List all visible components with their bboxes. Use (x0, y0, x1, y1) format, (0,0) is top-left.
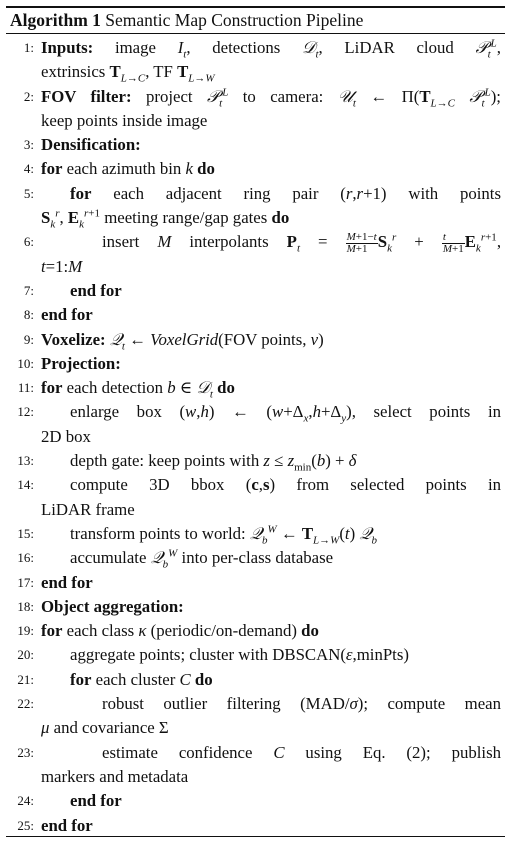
line-text: LiDAR frame (41, 499, 135, 519)
line-number: 19: (17, 623, 34, 639)
line-number: 15: (17, 525, 34, 541)
algorithm-line-22-cont (6, 716, 505, 740)
line-text: 2D box (41, 426, 91, 446)
line-number: 17: (17, 574, 34, 590)
algorithm-line-20 (6, 643, 505, 667)
line-number: 2: (23, 88, 34, 104)
line-text: end for (70, 791, 122, 811)
algorithm-line-3 (6, 133, 505, 157)
line-text: for each class κ (periodic/on-demand) do (41, 621, 319, 641)
line-number: 13: (17, 453, 34, 469)
line-number: 4: (23, 161, 34, 177)
line-text: μ and covariance Σ (41, 718, 169, 738)
algorithm-line-18 (6, 595, 505, 619)
algorithm-line-6-cont (6, 255, 505, 279)
algorithm-line-2 (6, 85, 505, 109)
bottom-rule (6, 836, 505, 837)
line-number: 22: (17, 696, 34, 712)
top-rule (6, 6, 505, 8)
line-number: 21: (17, 671, 34, 687)
algorithm-line-11 (6, 376, 505, 400)
algorithm-caption (10, 9, 363, 31)
algorithm-line-12-cont (6, 425, 505, 449)
line-text: Voxelize: 𝒬$_t$ ← VoxelGrid(FOV points, v) (41, 329, 324, 352)
line-text: for each adjacent ring pair (r,r+1) with points (70, 183, 501, 203)
line-number: 6: (23, 234, 34, 250)
line-text: for each detection b ∈ 𝒟$_t$ do (41, 378, 235, 401)
algorithm-line-22 (6, 692, 505, 716)
algorithm-line-5 (6, 182, 505, 206)
algorithm-line-14-cont (6, 498, 505, 522)
algorithm-line-1 (6, 36, 505, 60)
algorithm-line-2-cont (6, 109, 505, 133)
line-text: extrinsics $T_{L\to C}$, TF $T_{L\to W}$ (41, 62, 215, 85)
line-text: end for (70, 280, 122, 300)
line-text: for each cluster C do (70, 669, 213, 689)
line-text: Densification: (41, 135, 141, 155)
line-number: 5: (23, 185, 34, 201)
algorithm-line-21 (6, 668, 505, 692)
line-text: insert M interpolants $P_t$ = $\frac{M+1-t}{M+1}$ $S_k^r$ + $\frac{t}{M+1}$ $E_k^{r+1}$, (102, 231, 502, 256)
algorithm-line-8 (6, 303, 505, 327)
algorithm-line-17 (6, 571, 505, 595)
line-number: 10: (17, 355, 34, 371)
algorithm-line-6 (6, 230, 505, 254)
algorithm-line-10 (6, 352, 505, 376)
line-text: markers and metadata (41, 766, 189, 786)
line-number: 8: (23, 307, 34, 323)
caption-rule (6, 33, 505, 34)
algorithm-line-19 (6, 619, 505, 643)
line-text: $S_k^r$, $E_k^{r+1}$ meeting range/gap gates do (41, 207, 290, 231)
algorithm-label: Algorithm 1 (10, 10, 101, 30)
line-text: end for (41, 815, 93, 835)
line-number: 12: (17, 404, 34, 420)
line-number: 7: (23, 282, 34, 298)
line-text: keep points inside image (41, 110, 208, 130)
algorithm-line-24 (6, 789, 505, 813)
line-text: Object aggregation: (41, 596, 184, 616)
line-text: end for (41, 572, 93, 592)
algorithm-line-23-cont (6, 765, 505, 789)
algorithm-line-9 (6, 328, 505, 352)
line-number: 1: (23, 40, 34, 55)
line-text: estimate confidence C using Eq. (2); publish (102, 742, 501, 762)
algorithm-line-16 (6, 546, 505, 570)
line-text: compute 3D bbox (c,s) from selected points in (70, 475, 502, 495)
line-text: accumulate 𝒬$_b^W$ into per-class database (70, 547, 334, 571)
line-number: 16: (17, 550, 34, 566)
algorithm-line-14 (6, 473, 505, 497)
line-number: 23: (17, 744, 34, 760)
line-text: robust outlier filtering (MAD/σ); compute mean (102, 694, 502, 714)
algorithm-line-13 (6, 449, 505, 473)
line-number: 24: (17, 793, 34, 809)
algorithm-line-23 (6, 741, 505, 765)
algorithm-line-25 (6, 814, 505, 838)
line-text: aggregate points; cluster with DBSCAN(ε,minPts) (70, 645, 409, 665)
line-number: 3: (23, 137, 34, 153)
algorithm-line-5-cont (6, 206, 505, 230)
line-number: 9: (23, 331, 34, 347)
line-text: t=1:M (41, 256, 83, 276)
algorithm-line-4 (6, 157, 505, 181)
line-text: Inputs: image $I_t$, detections 𝒟$_t$, LiDAR cloud 𝒫$_t^L$, (41, 37, 501, 61)
line-number: 25: (17, 817, 34, 833)
line-text: FOV filter: project 𝒫$_t^L$ to camera: 𝒰$_t$ ← $\Pi(T_{L\to C}$ 𝒫$_t^L$); (41, 86, 501, 109)
line-text: end for (41, 305, 93, 325)
line-text: transform points to world: 𝒬$_b^W$ ← $T_{L\to W}(t)$ 𝒬$_b$ (70, 523, 377, 547)
algorithm-line-15 (6, 522, 505, 546)
line-text: depth gate: keep points with $z \le z_{min}(b) + \delta$ (70, 451, 357, 474)
algorithm-title: Semantic Map Construction Pipeline (105, 10, 364, 30)
line-text: enlarge box (w,h) ← $(w+\Delta_x,h+\Delta_y)$, select points in (70, 402, 501, 425)
algorithm-body (6, 36, 505, 838)
algorithm-line-7 (6, 279, 505, 303)
line-text: for each azimuth bin k do (41, 159, 215, 179)
line-number: 18: (17, 598, 34, 614)
algorithm-line-1-cont (6, 60, 505, 84)
line-number: 11: (17, 380, 34, 396)
line-number: 20: (17, 647, 34, 663)
algorithm-line-12 (6, 400, 505, 424)
line-number: 14: (17, 477, 34, 493)
line-text: Projection: (41, 353, 121, 373)
